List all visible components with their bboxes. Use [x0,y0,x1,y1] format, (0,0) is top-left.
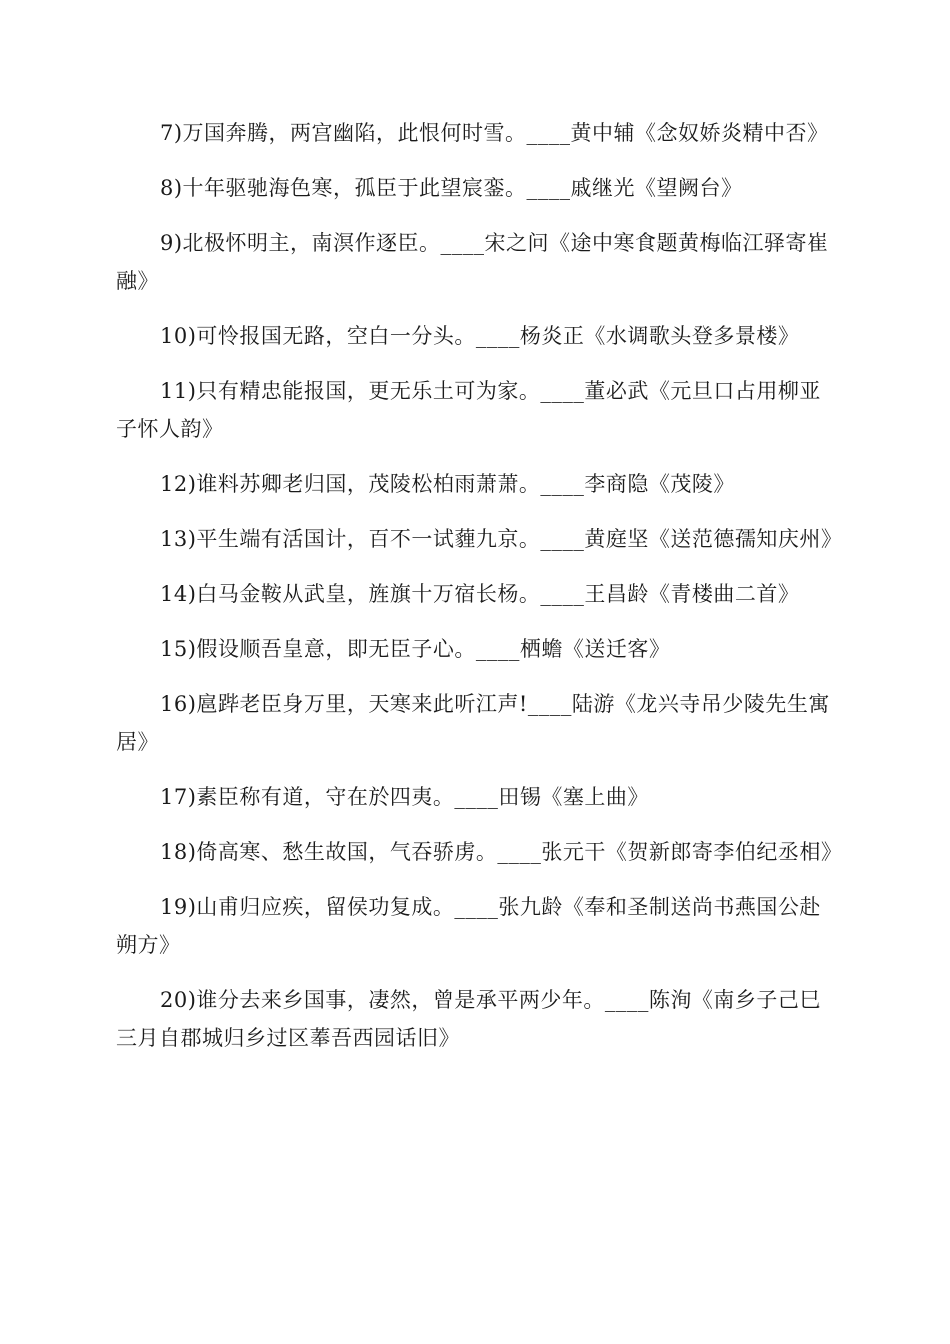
poem-quote-7: 7)万国奔腾，两宫幽陷，此恨何时雪。____黄中辅《念奴娇炎精中否》 [160,121,829,145]
poem-quote-12: 12)谁料苏卿老归国，茂陵松柏雨萧萧。____李商隐《茂陵》 [160,472,735,496]
poem-quote-19: 19)山甫归应疾，留侯功复成。____张九龄《奉和圣制送尚书燕国公赴朔方》 [116,895,821,957]
poem-quote-16: 16)扈跸老臣身万里，天寒来此听江声!____陆游《龙兴寺吊少陵先生寓居》 [116,692,830,754]
poem-quote-11: 11)只有精忠能报国，更无乐土可为家。____董必武《元旦口占用柳亚子怀人韵》 [116,379,821,441]
poem-quote-9: 9)北极怀明主，南溟作逐臣。____宋之问《途中寒食题黄梅临江驿寄崔融》 [116,231,829,293]
poem-quote-10: 10)可怜报国无路，空白一分头。____杨炎正《水调歌头登多景楼》 [160,324,800,348]
poem-quote-8: 8)十年驱驰海色寒，孤臣于此望宸銮。____戚继光《望阙台》 [160,176,743,200]
poem-quote-13: 13)平生端有活国计，百不一试薶九京。____黄庭坚《送范德孺知庆州》 [160,527,843,551]
poem-quote-17: 17)素臣称有道，守在於四夷。____田锡《塞上曲》 [160,785,649,809]
poem-quote-18: 18)倚高寒、愁生故国，气吞骄虏。____张元干《贺新郎寄李伯纪丞相》 [160,840,843,864]
poem-quote-14: 14)白马金鞍从武皇，旌旗十万宿长杨。____王昌龄《青楼曲二首》 [160,582,800,606]
poem-quote-15: 15)假设顺吾皇意，即无臣子心。____栖蟾《送迁客》 [160,637,671,661]
poem-quote-20: 20)谁分去来乡国事，凄然，曾是承平两少年。____陈洵《南乡子己巳三月自郡城归乡过区菶吾西园话旧》 [116,988,821,1050]
